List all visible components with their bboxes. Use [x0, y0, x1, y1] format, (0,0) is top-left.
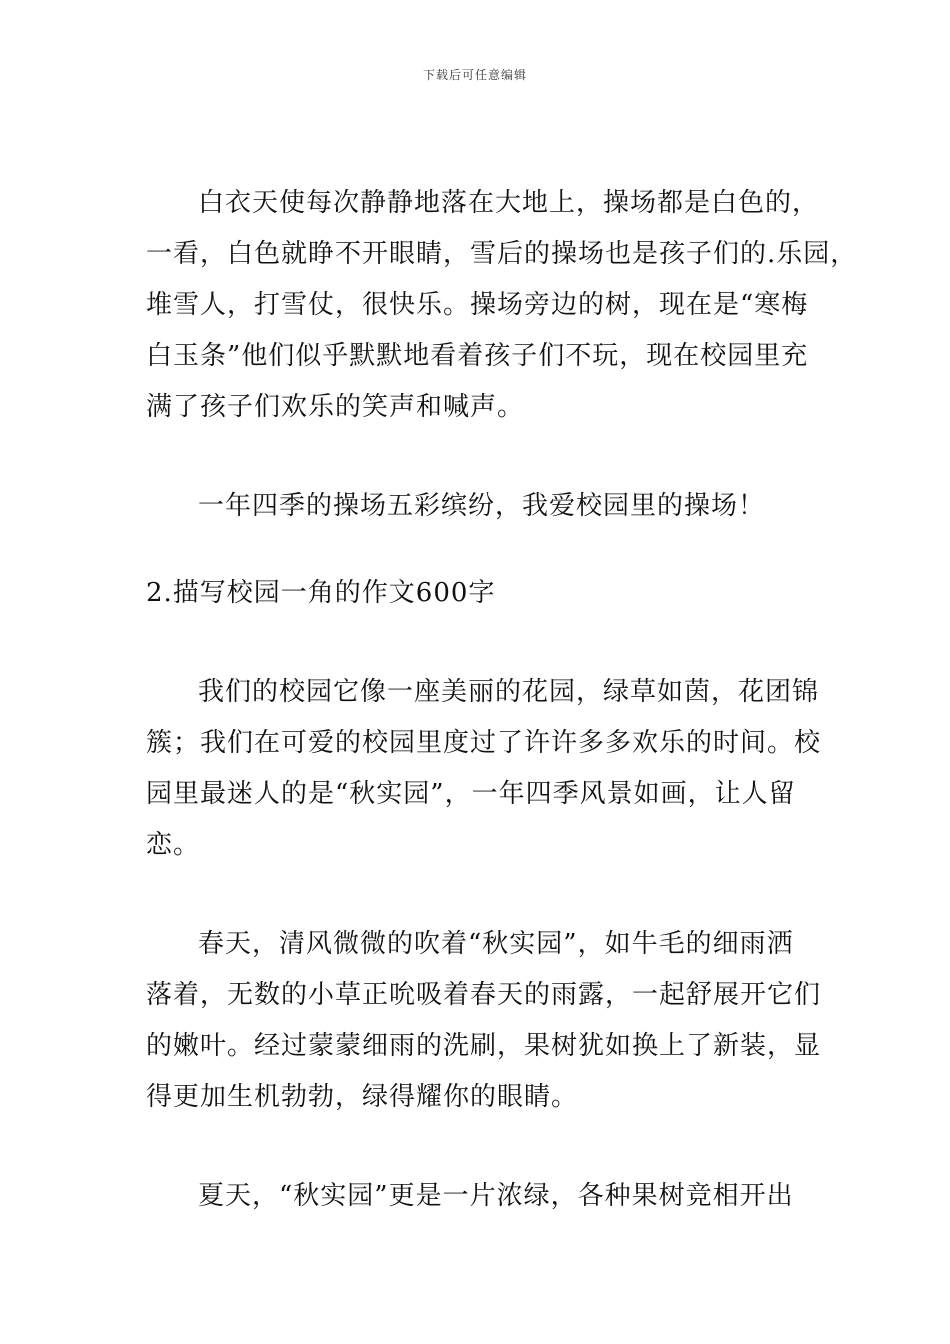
text-line: 得更加生机勃勃，绿得耀你的眼睛。 — [146, 1082, 579, 1112]
paragraph-playground-snow — [146, 178, 858, 433]
text-line: 白玉条”他们似乎默默地看着孩子们不玩，现在校园里充 — [146, 341, 809, 371]
text-line: 堆雪人，打雪仗，很快乐。操场旁边的树，现在是“寒梅 — [146, 290, 809, 320]
text-line: 簇；我们在可爱的校园里度过了许许多多欢乐的时间。校 — [146, 728, 822, 758]
paragraph-spring — [146, 919, 836, 1123]
paragraph-gap — [146, 532, 836, 568]
text-line: 春天，清风微微的吹着“秋实园”，如牛毛的细雨洒 — [198, 929, 794, 959]
text-line: 夏天，“秋实园”更是一片浓绿，各种果树竞相开出 — [198, 1181, 794, 1211]
paragraph-gap — [146, 433, 836, 481]
text-line: 我们的校园它像一座美丽的花园，绿草如茵，花团锦 — [198, 677, 820, 707]
heading-line: 2.描写校园一角的作文600字 — [146, 578, 496, 608]
text-line: 白衣天使每次静静地落在大地上，操场都是白色的， — [198, 188, 820, 218]
text-line: 园里最迷人的是“秋实园”，一年四季风景如画，让人留 — [146, 779, 796, 809]
text-line: 的嫩叶。经过蒙蒙细雨的洗刷，果树犹如换上了新装，显 — [146, 1031, 822, 1061]
paragraph-gap — [146, 1123, 836, 1171]
paragraph-gap — [146, 619, 836, 667]
paragraph-conclusion — [146, 481, 836, 532]
paragraph-summer — [146, 1171, 836, 1222]
text-line: 一年四季的操场五彩缤纷，我爱校园里的操场！ — [198, 491, 766, 521]
document-body — [146, 178, 858, 1222]
header-note: 下载后可任意编辑 — [422, 68, 527, 82]
text-line: 恋。 — [146, 830, 201, 860]
text-line: 满了孩子们欢乐的笑声和喊声。 — [146, 392, 525, 422]
paragraph-campus-intro — [146, 667, 836, 871]
text-line: 一看，白色就睁不开眼睛，雪后的操场也是孩子们的.乐园， — [146, 239, 858, 269]
section-heading — [146, 568, 836, 619]
text-line: 落着，无数的小草正吮吸着春天的雨露，一起舒展开它们 — [146, 980, 822, 1010]
paragraph-gap — [146, 871, 836, 919]
